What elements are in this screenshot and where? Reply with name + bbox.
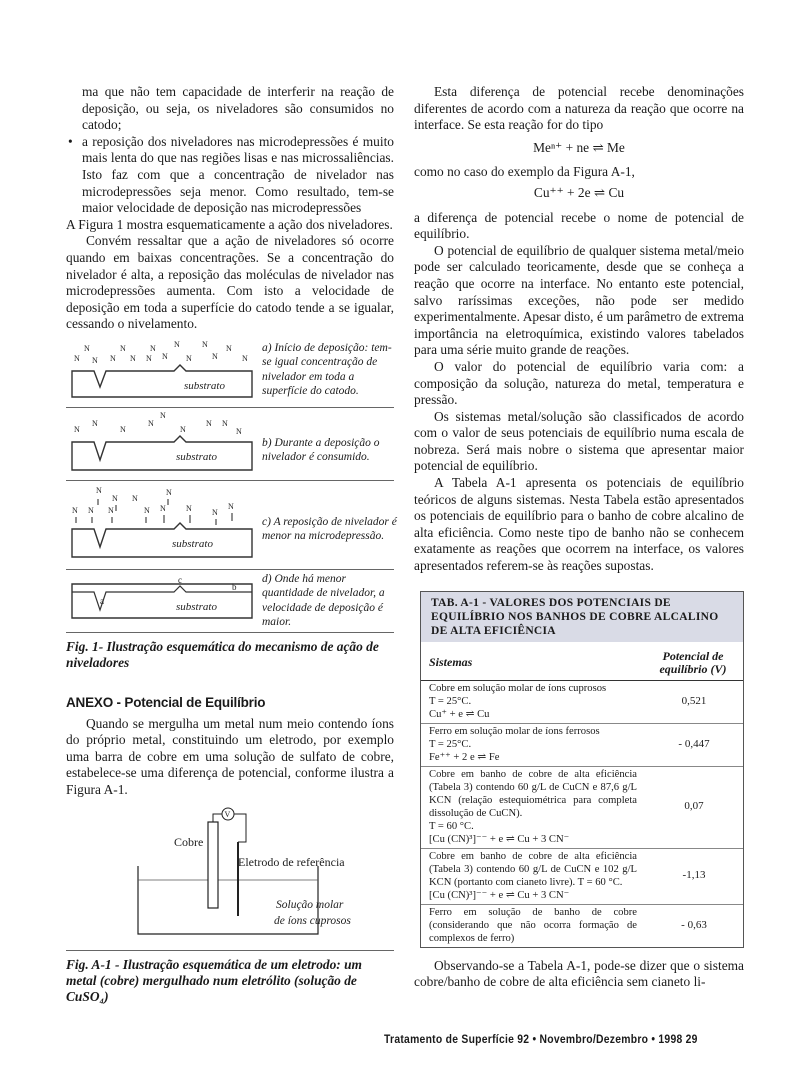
cobre-label: Cobre [174,835,204,850]
substrate-label: substrato [172,537,213,550]
svg-text:N: N [72,505,78,515]
cell-line: Cobre em banho de cobre de alta eficiência (Tabela 3) contendo 60 g/L de CuCN e 102 g/L KCN (portanto com cianeto livre). T = 60 °C. [429,850,637,888]
panel-c-diagram [66,485,262,565]
solution-label-2: de íons cuprosos [274,915,351,928]
reference-electrode-label: Eletrodo de referência [238,855,345,870]
svg-text:N: N [146,353,152,363]
svg-text:N: N [186,353,192,363]
voltmeter-label: V [224,810,231,820]
svg-text:N: N [166,487,172,497]
right-column [414,84,744,991]
solution-label-1: Solução molar [276,899,344,912]
table-cell-value: - 0,63 [681,918,707,931]
table-cell-value: -1,13 [641,848,743,904]
svg-text:N: N [92,418,98,428]
paragraph: Os sistemas metal/solução são classificados de acordo com o valor de seus potenciais de equilíbrio numa escala de nobreza. Será mais nobre o sistema que apresentar maior potencial de equilíbrio. [414,408,744,474]
table-cell [421,848,641,904]
table-a1 [420,591,744,948]
figure-1-panel-b [66,412,394,478]
equation-1: Meⁿ⁺ + ne ⇌ Me [533,139,625,155]
svg-text:N: N [180,424,186,434]
paragraph: A Tabela A-1 apresenta os potenciais de equilíbrio teóricos de alguns sistemas. Nesta Tabela estão apresentados os potenciais de equilíbrio para o banho de cobre alcalino de alta eficiência. Como neste tipo de banho não se conhecem exatamente as reações que ocorrem na interface, os valores apresentados referem-se às reações supostas. [414,475,744,574]
left-column [66,84,397,1005]
cell-line: Ferro em solução molar de íons ferrosos [429,725,600,737]
svg-text:N: N [160,411,166,420]
svg-text:N: N [88,505,94,515]
cell-line: T = 25°C. [429,738,472,750]
svg-text:N: N [174,340,180,349]
figure-1-caption: Fig. 1- Ilustração esquemática do mecanismo de ação de niveladores [66,638,379,670]
panel-a-caption: a) Início de deposição: tem-se igual concentração de nivelador em toda a superfície do catodo. [262,341,392,398]
paragraph: como no caso do exemplo da Figura A-1, [414,164,635,180]
svg-text:N: N [242,353,248,363]
paragraph: Convém ressaltar que a ação de niveladores só ocorre quando em baixas concentrações. Se a concentração do nivelador é alta, a reposição das moléculas de nivelador nas microdepressões aumenta. Com isto a velocidade de deposição em toda a superfície do catodo tende a se igualar, cessando o nivelamento. [66,233,394,332]
svg-text:N: N [228,501,234,511]
cell-line: Cobre em solução molar de íons cuprosos [429,682,607,694]
cell-line: T = 60 °C. [429,820,474,832]
table-row [421,766,743,848]
electrode-diagram [66,806,394,944]
svg-text:N: N [202,340,208,349]
bullet-item-2: • a reposição dos niveladores nas microdepressões é muito mais lenta do que nas regiões lisas e nas microssaliências. Isto faz com que a concentração de nivelador nas microdepressões seja menor. Como resultado, tem-se maior velocidade de deposição nas microdepressões [82,134,394,217]
svg-text:N: N [212,351,218,361]
cell-line: Fe⁺⁺ + 2 e ⇌ Fe [429,751,500,763]
paragraph: O potencial de equilíbrio de qualquer sistema metal/meio pode ser calculado teoricamente, desde que se conheça a reação que ocorre na interface. No entanto este potencial, salvo raríssimas exceções, não pode ser medido experimentalmente. Apesar disto, é um parâmetro de extrema importância na eletroquímica, existindo valores tabelados para uma série muito grande de reações. [414,242,744,358]
label-c: c [178,574,182,585]
substrate-label: substrato [184,379,225,392]
substrate-label: substrato [176,600,217,613]
label-a: a [100,595,104,606]
table-cell-value: - 0,447 [641,723,743,766]
table-row [421,723,743,766]
svg-text:N: N [74,424,80,434]
panel-b-diagram [66,412,262,478]
bullet-item-1: ma que não tem capacidade de interferir na reação de deposição, ou seja, os niveladores são consumidos no catodo; [82,84,394,133]
divider [66,950,394,951]
cell-line: Cobre em banho de cobre de alta eficiência (Tabela 3) contendo 60 g/L de CuCN e 87,6 g/L KCN (relação estequiométrica para completa dissolução de CuCN). [429,768,637,819]
svg-text:N: N [108,505,114,515]
svg-text:N: N [148,418,154,428]
paragraph: O valor do potencial de equilíbrio varia com: a composição da solução, natureza do metal, temperatura e pressão. [414,358,744,408]
svg-text:N: N [160,503,166,513]
label-b: b [232,581,237,592]
cell-line: Cu⁺ + e ⇌ Cu [429,708,490,720]
svg-text:N: N [130,353,136,363]
table-row [421,680,743,723]
table-cell [421,723,641,766]
svg-text:N: N [120,424,126,434]
panel-a-diagram [66,341,262,405]
paragraph: Observando-se a Tabela A-1, pode-se dizer que o sistema cobre/banho de cobre de alta eficiência sem cianeto li- [414,957,744,990]
table-cell-value: 0,07 [641,766,743,848]
equation-2: Cu⁺⁺ + 2e ⇌ Cu [533,184,625,200]
svg-text:N: N [162,351,168,361]
svg-text:N: N [186,503,192,513]
figure-a1-caption: Fig. A-1 - Ilustração esquemática de um eletrodo: um metal (cobre) mergulhado num eletrólito (solução de CuSO₄) [66,957,362,1005]
svg-text:N: N [144,505,150,515]
paragraph: A Figura 1 mostra esquematicamente a ação dos niveladores. [66,216,393,232]
cell-line: T = 25°C. [429,695,472,707]
svg-text:N: N [206,418,212,428]
table-row [421,904,743,947]
table-cell [421,766,641,848]
svg-text:N: N [236,426,242,436]
divider [66,569,394,570]
figure-1 [66,340,397,671]
figure-a1 [66,806,394,944]
svg-text:N: N [120,343,126,353]
svg-text:N: N [110,353,116,363]
panel-d-caption: d) Onde há menor quantidade de nivelador, a velocidade de deposição é maior. [262,572,385,629]
figure-1-panel-c [66,485,397,565]
svg-text:N: N [96,485,102,495]
panel-c-caption: c) A reposição de nivelador é menor na microdepressão. [262,515,397,543]
table-cell-value: 0,521 [641,680,743,723]
svg-text:N: N [226,343,232,353]
cell-line: [Cu (CN)³]⁻⁻ + e ⇌ Cu + 3 CN⁻ [429,833,570,845]
divider [66,407,394,408]
panel-b-caption: b) Durante a deposição o nivelador é consumido. [262,436,380,464]
svg-text:N: N [132,493,138,503]
svg-text:N: N [92,355,98,365]
column-header: Sistemas [421,642,641,681]
table-title: TAB. A-1 - VALORES DOS POTENCIAIS DE EQUILÍBRIO NOS BANHOS DE COBRE ALCALINO DE ALTA EFICIÊNCIA [421,592,743,642]
column-header: Potencial de equilíbrio (V) [641,642,743,681]
panel-d-diagram [66,574,262,630]
svg-text:N: N [222,418,228,428]
table-row [421,848,743,904]
paragraph: a diferença de potencial recebe o nome de potencial de equilíbrio. [414,209,744,242]
table-header-row [421,642,743,681]
svg-text:N: N [74,353,80,363]
svg-text:N: N [112,493,118,503]
page-footer: Tratamento de Superfície 92 • Novembro/Dezembro • 1998 29 [384,1034,698,1046]
svg-text:N: N [150,343,156,353]
svg-text:N: N [212,507,218,517]
table-cell [421,680,641,723]
potential-table [421,642,743,947]
bullet-list [66,84,394,217]
cell-line: Ferro em solução de banho de cobre (considerando que não ocorra formação de complexos de ferro) [429,906,637,944]
n-letter: N [84,343,90,353]
paragraph: Esta diferença de potencial recebe denominações diferentes de acordo com a natureza da reação que ocorre na interface. Se esta reação for do tipo [414,84,744,133]
section-title: ANEXO - Potencial de Equilíbrio [66,694,266,710]
figure-1-panel-a [66,341,394,405]
divider [66,480,394,481]
paragraph: Quando se mergulha um metal num meio contendo íons do próprio metal, constituindo um eletrodo, por exemplo uma barra de cobre em uma solução de sulfato de cobre, estabelece-se uma diferença de potencial, conforme ilustra a Figura A-1. [66,715,394,797]
table-cell [421,904,641,947]
cell-line: [Cu (CN)³]⁻⁻ + e ⇌ Cu + 3 CN⁻ [429,889,570,901]
substrate-label: substrato [176,450,217,463]
figure-1-panel-d [66,574,394,630]
divider [66,632,394,633]
